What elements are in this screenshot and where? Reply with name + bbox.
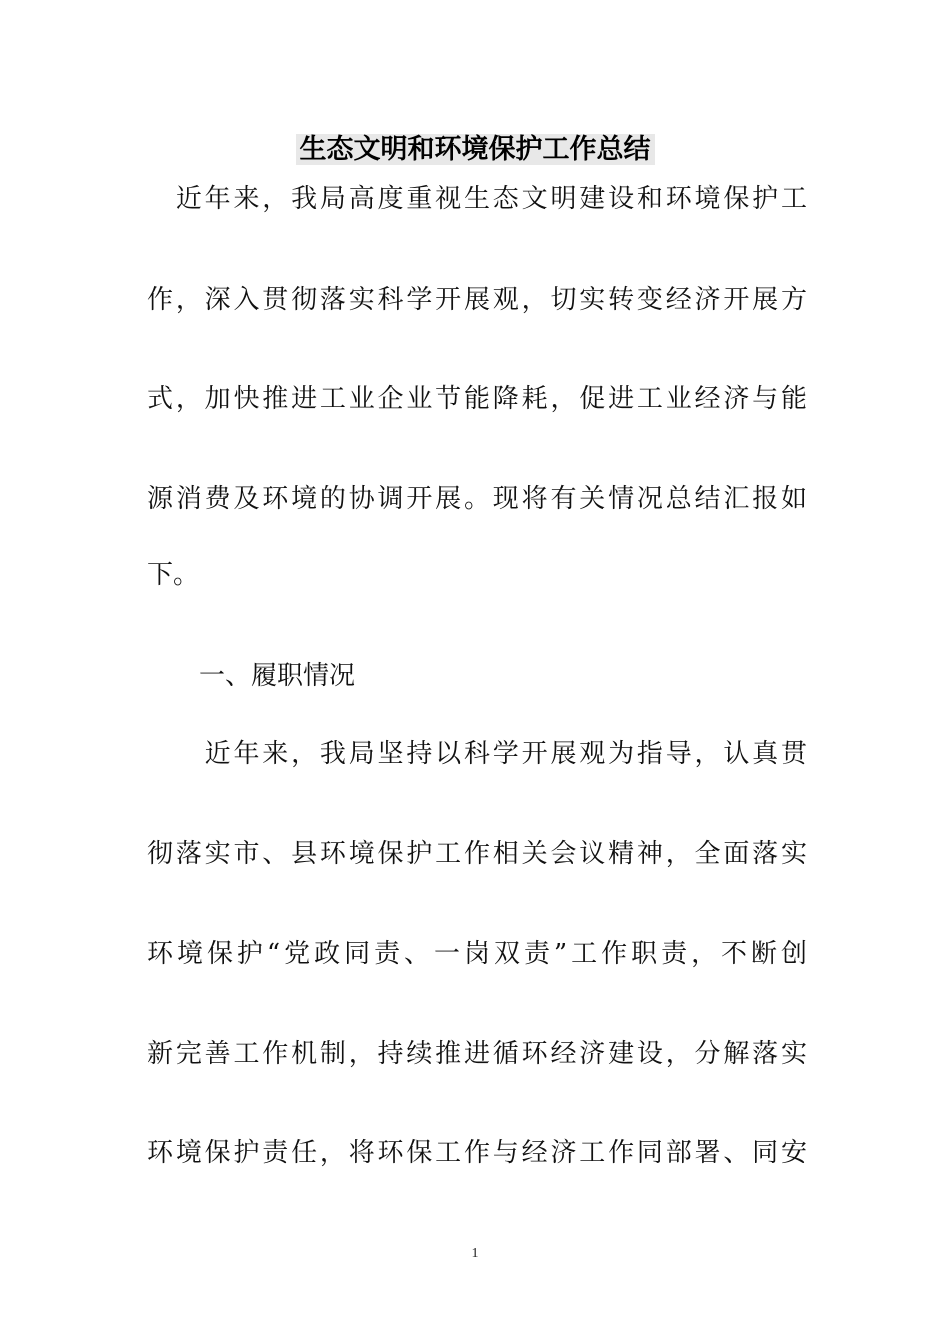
- document-title-text: 生态文明和环境保护工作总结: [296, 134, 655, 165]
- paragraph-line-10: 环境保护责任，将环保工作与经济工作同部署、同安: [147, 1138, 807, 1168]
- document-title: [0, 128, 950, 172]
- paragraph-line-1: 近年来，我局高度重视生态文明建设和环境保护工: [147, 184, 807, 214]
- paragraph-line-5: 下。: [147, 560, 200, 590]
- paragraph-line-4: 源消费及环境的协调开展。现将有关情况总结汇报如: [147, 484, 807, 514]
- paragraph-line-8: 环境保护“党政同责、一岗双责”工作职责，不断创: [147, 939, 807, 969]
- paragraph-line-2: 作，深入贯彻落实科学开展观，切实转变经济开展方: [147, 285, 807, 315]
- paragraph-line-7: 彻落实市、县环境保护工作相关会议精神，全面落实: [147, 839, 807, 869]
- paragraph-line-6: 近年来，我局坚持以科学开展观为指导，认真贯: [147, 739, 807, 769]
- paragraph-line-9: 新完善工作机制，持续推进循环经济建设，分解落实: [147, 1039, 807, 1069]
- paragraph-line-3: 式，加快推进工业企业节能降耗，促进工业经济与能: [147, 384, 807, 414]
- page-number: 1: [471, 1246, 479, 1261]
- section-heading: 一、履职情况: [147, 661, 356, 691]
